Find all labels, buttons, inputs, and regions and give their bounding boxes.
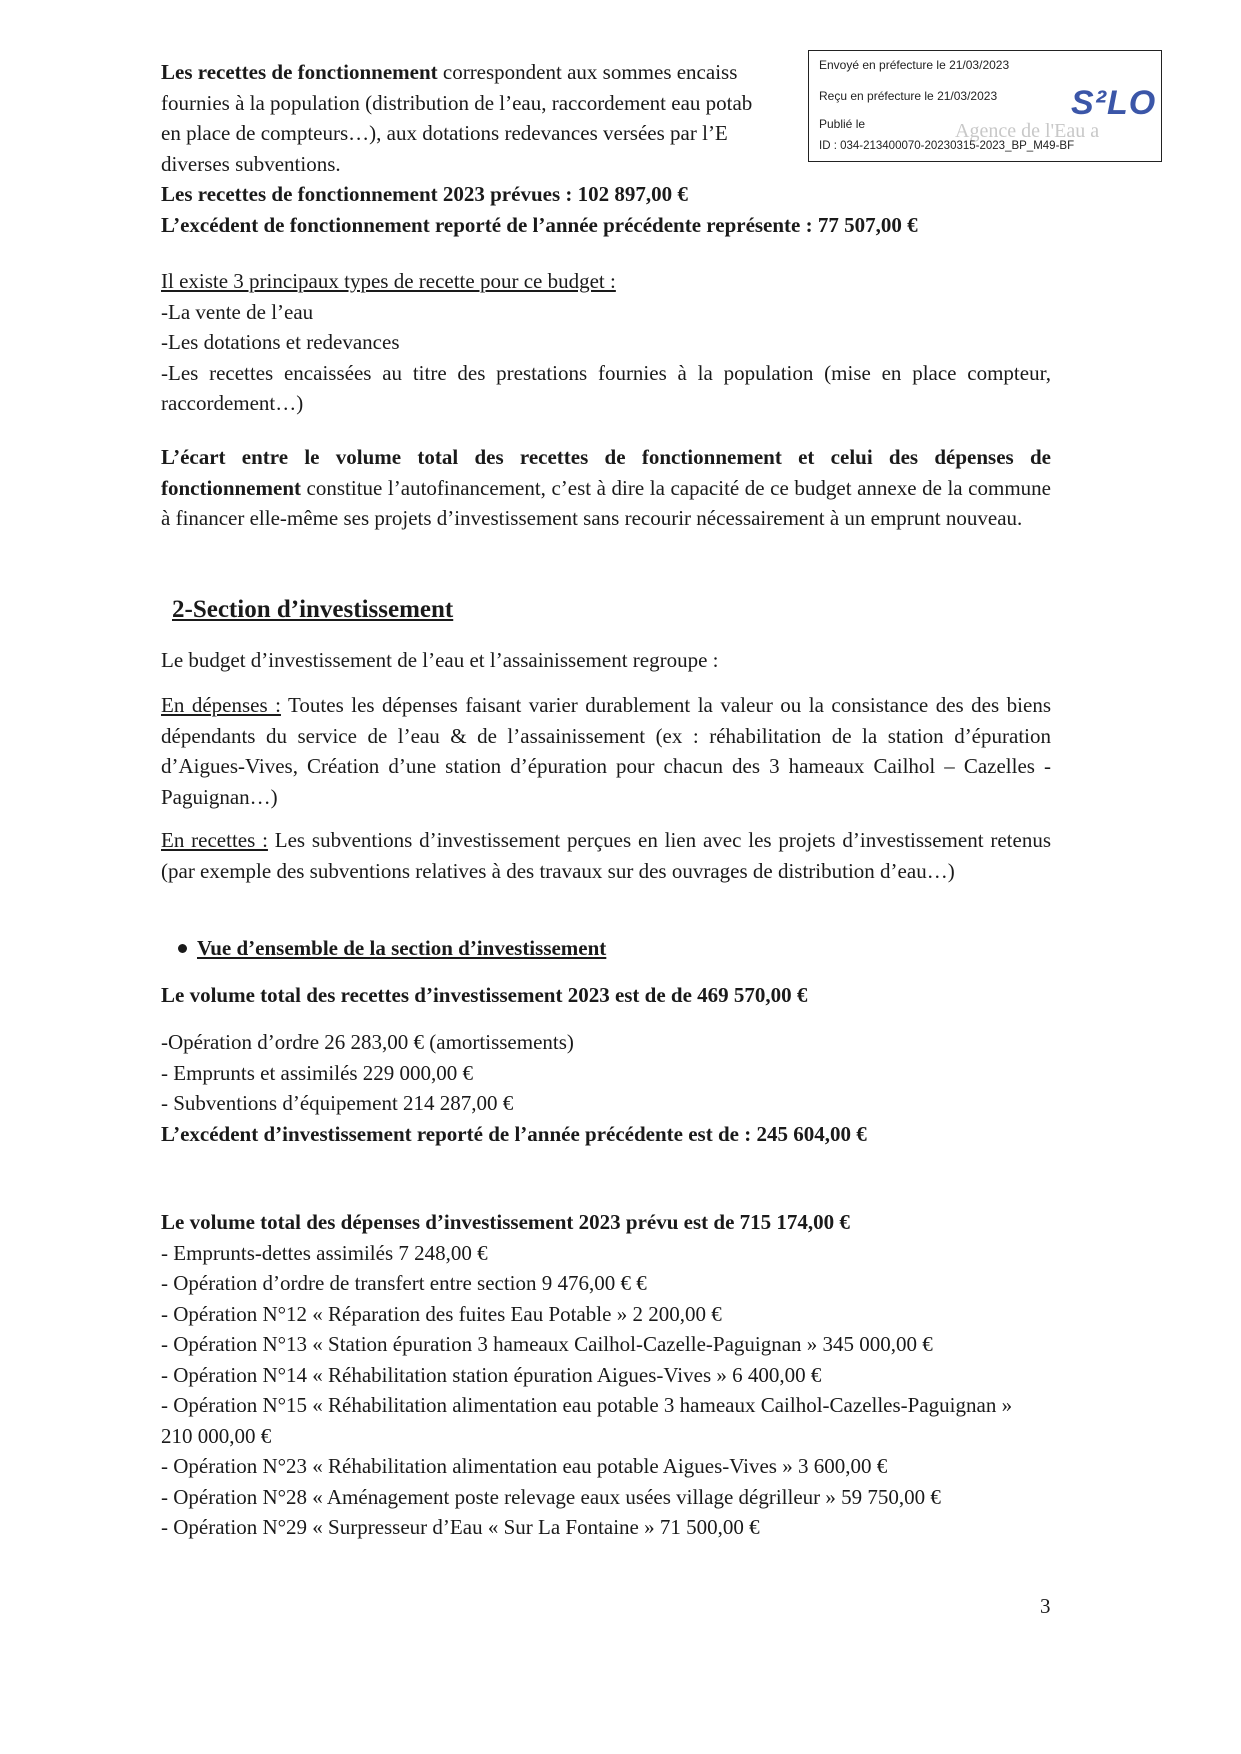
types-block: [161, 266, 1051, 419]
recettes-list: [161, 1027, 1051, 1149]
recettes-label: En recettes :: [161, 828, 268, 852]
list-item: - Opération N°23 « Réhabilitation alimentation eau potable Aigues-Vives » 3 600,00 €: [161, 1454, 888, 1478]
list-item: - Emprunts-dettes assimilés 7 248,00 €: [161, 1240, 488, 1265]
intro-lead-rest: correspondent aux sommes encaiss: [437, 60, 738, 84]
intro-line-3: en place de compteurs…), aux dotations redevances versées par l’E: [161, 121, 728, 145]
recettes-prevues: Les recettes de fonctionnement 2023 prévues : 102 897,00 €: [161, 182, 688, 206]
ecart-rest: constitue l’autofinancement, c’est à dire la capacité de ce budget annexe de la commune à financer elle-même ses projets d’investissement sans recourir nécessairement à un emprunt nouveau.: [161, 475, 1051, 530]
depenses-list: [161, 1207, 1051, 1543]
stamp-sent: Envoyé en préfecture le 21/03/2023: [819, 58, 1010, 72]
stamp-published: Publié le: [819, 117, 866, 131]
types-heading: Il existe 3 principaux types de recette pour ce budget :: [161, 269, 616, 293]
stamp-id: ID : 034-213400070-20230315-2023_BP_M49-BF: [819, 140, 1075, 152]
page-number: 3: [1040, 1594, 1051, 1618]
list-item: - Subventions d’équipement 214 287,00 €: [161, 1091, 514, 1115]
intro-lead-bold: Les recettes de fonctionnement: [161, 60, 438, 84]
list-item: - Opération N°13 « Station épuration 3 hameaux Cailhol-Cazelle-Paguignan » 345 000,00 €: [161, 1332, 933, 1356]
list-item: - Opération N°12 « Réparation des fuites Eau Potable » 2 200,00 €: [161, 1301, 722, 1326]
depenses-label: En dépenses :: [161, 693, 281, 717]
intro-line-4: diverses subventions.: [161, 151, 341, 176]
depenses-total: Le volume total des dépenses d’investissement 2023 prévu est de 715 174,00 €: [161, 1210, 850, 1234]
list-item: - Opération d’ordre de transfert entre section 9 476,00 € €: [161, 1271, 647, 1295]
excedent-fonctionnement: L’excédent de fonctionnement reporté de l’année précédente représente : 77 507,00 €: [161, 212, 918, 237]
overview-title: Vue d’ensemble de la section d’investissement: [197, 936, 607, 960]
stamp-signature-logo: S²LO: [1071, 84, 1157, 122]
stamp-received: Reçu en préfecture le 21/03/2023: [819, 89, 998, 103]
list-item: - Opération N°28 « Aménagement poste relevage eaux usées village dégrilleur » 59 750,00 €: [161, 1484, 941, 1509]
types-item-3: -Les recettes encaissées au titre des prestations fournies à la population (mise en place compteur, raccordement…): [161, 360, 1051, 415]
types-item-1: -La vente de l’eau: [161, 299, 314, 324]
recettes-total: Le volume total des recettes d’investissement 2023 est de de 469 570,00 €: [161, 983, 808, 1007]
depenses-paragraph: [161, 690, 1051, 812]
list-item: -Opération d’ordre 26 283,00 € (amortissements): [161, 1030, 574, 1054]
stamp-underlying-text: Agence de l'Eau a: [955, 120, 1100, 142]
list-item: - Opération N°15 « Réhabilitation alimentation eau potable 3 hameaux Cailhol-Cazelles-Paguignan » 210 000,00 €: [161, 1393, 1013, 1448]
depenses-text: Toutes les dépenses faisant varier durablement la valeur ou la consistance des des biens dépendants du service de l’eau & de l’assainissement (ex : réhabilitation de la station d’épuration d’Aigues-Vives, Création d’une station d’épuration pour chacun des 3 hameaux Cailhol – Cazelles - Paguignan…): [161, 693, 1051, 809]
section-2-intro: Le budget d’investissement de l’eau et l’assainissement regroupe :: [161, 648, 719, 672]
ecart-paragraph: [161, 442, 1051, 534]
recettes-paragraph: [161, 825, 1051, 886]
overview-heading: [178, 936, 606, 961]
list-item: - Opération N°29 « Surpresseur d’Eau « Sur La Fontaine » 71 500,00 €: [161, 1515, 760, 1539]
list-item: - Emprunts et assimilés 229 000,00 €: [161, 1060, 474, 1085]
section-2-title: 2-Section d’investissement: [172, 596, 454, 623]
intro-line-2: fournies à la population (distribution de l’eau, raccordement eau potab: [161, 90, 753, 115]
prefecture-stamp: [808, 50, 1162, 162]
bullet-icon: [178, 944, 187, 953]
list-item: - Opération N°14 « Réhabilitation station épuration Aigues-Vives » 6 400,00 €: [161, 1362, 822, 1387]
ecart-bold: L’écart entre le volume total des recettes de fonctionnement et celui des dépenses de fonctionnement: [161, 445, 1051, 500]
excedent-investissement: L’excédent d’investissement reporté de l’année précédente est de : 245 604,00 €: [161, 1121, 867, 1146]
types-item-2: -Les dotations et redevances: [161, 330, 400, 354]
recettes-text: Les subventions d’investissement perçues en lien avec les projets d’investissement retenus (par exemple des subventions relatives à des travaux sur des ouvrages de distribution d’eau…): [161, 828, 1051, 883]
